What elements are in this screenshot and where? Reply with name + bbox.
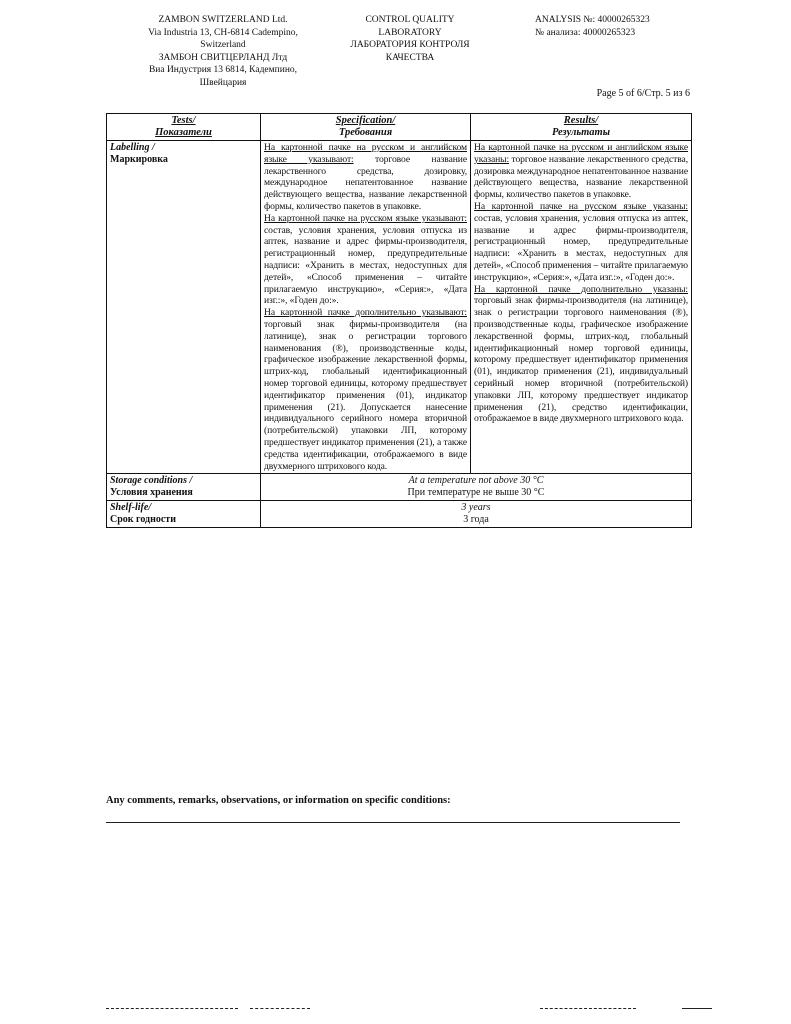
- result-paragraph-3: [474, 284, 688, 426]
- spec-paragraph-2-text: состав, условия хранения, условия отпуска из аптек, название и адрес фирмы-производителя, регистрационный номер, предупредительные надписи: «Хранить в местах, недоступных для детей», «Способ применения – читайте прилагаемую инструкцию», «Серия:», «Дата изг.:», «Годен до:».: [264, 224, 467, 307]
- lab-line-4: КАЧЕСТВА: [385, 52, 435, 63]
- company-name-en: ZAMBON SWITZERLAND Ltd.: [158, 15, 288, 25]
- analysis-number-ru: № анализа: 40000265323: [535, 27, 636, 38]
- analysis-number-en: ANALYSIS №: 40000265323: [535, 15, 650, 25]
- shelf-life-value-en: 3 years: [461, 502, 491, 514]
- spec-paragraph-3-lead: На картонной пачке дополнительно указывают:: [264, 307, 467, 319]
- result-paragraph-2: [474, 201, 688, 284]
- company-address-ru: Виа Индустрия 13 6814, Кадемпино,: [148, 65, 298, 75]
- header-specification: [261, 114, 471, 141]
- comments-label: Any comments, remarks, observations, or information on specific conditions:: [106, 795, 451, 806]
- spec-paragraph-2: [264, 213, 467, 307]
- company-address: [138, 14, 308, 89]
- table-row-storage: [107, 474, 692, 501]
- company-name-ru: ЗАМБОН СВИТЦЕРЛАНД Лтд: [158, 52, 288, 63]
- specification-table: [106, 113, 692, 528]
- test-storage-ru: Условия хранения: [110, 487, 193, 499]
- shelf-life-value-ru: 3 года: [463, 514, 489, 526]
- result-paragraph-1-text: торговое название лекарственного средства, дозировка международное непатентованное название действующего вещества, название лекарственной формы, количество пакетов в упаковке.: [474, 153, 688, 201]
- shelf-life-value: [261, 501, 692, 528]
- lab-line-1: CONTROL QUALITY: [365, 15, 455, 25]
- company-country-en: Switzerland: [200, 40, 246, 50]
- test-shelf-life-en: Shelf-life/: [110, 502, 152, 514]
- test-shelf-life-ru: Срок годности: [110, 514, 176, 526]
- spec-paragraph-3: [264, 307, 467, 472]
- spec-paragraph-1-lead: На картонной пачке на русском и английском языке указывают:: [264, 142, 467, 165]
- header-results: [471, 114, 692, 141]
- spec-labelling: [261, 141, 471, 474]
- lab-line-2: LABORATORY: [378, 27, 442, 38]
- spec-paragraph-3-text: торговый знак фирмы-производителя (на латинице), знак о регистрации торгового наименования (®), производственные коды, графическое изображение лекарственной формы, штрих-код, глобальный идентификационный номер торговой единицы, которому предшествует идентификатор применения (01), индикатор применения (21). Допускается нанесение индивидуального серийного номера вторичной (потребительской) упаковки ЛП, которому предшествует индикатор применения (21), а также средства идентификации, отображаемого в виде двухмерного штрихового кода.: [264, 318, 467, 472]
- header-spec-ru: Требования: [338, 127, 393, 138]
- company-country-ru: Швейцария: [199, 77, 247, 88]
- result-paragraph-2-text: состав, условия хранения, условия отпуска из аптек, название и адрес фирмы-производителя, регистрационный номер, предупредительные надписи: «Хранить в местах, недоступных для детей», «Способ применения – читайте прилагаемую инструкцию», «Серия:», «Дата изг.:», «Годен до:».: [474, 212, 688, 283]
- header-tests-ru: Показатели: [155, 127, 212, 138]
- test-storage: [107, 474, 261, 501]
- test-storage-en: Storage conditions /: [110, 475, 193, 487]
- table-row-shelf-life: [107, 501, 692, 528]
- result-paragraph-1: [474, 142, 688, 201]
- spec-paragraph-1: [264, 142, 467, 213]
- footer-rule-middle: [250, 1008, 310, 1009]
- company-address-en: Via Industria 13, CH-6814 Cadempino,: [148, 27, 298, 38]
- test-shelf-life: [107, 501, 261, 528]
- header-tests: [107, 114, 261, 141]
- footer-rule-right: [540, 1008, 636, 1009]
- storage-value: [261, 474, 692, 501]
- lab-title: [340, 14, 480, 64]
- result-paragraph-3-lead: На картонной пачке дополнительно указаны:: [474, 283, 688, 295]
- footer-rule-end: [682, 1008, 712, 1009]
- lab-line-3: ЛАБОРАТОРИЯ КОНТРОЛЯ: [350, 40, 470, 50]
- header-results-ru: Результаты: [551, 127, 611, 138]
- footer-rule-left: [106, 1008, 238, 1009]
- result-paragraph-3-text: торговый знак фирмы-производителя (на латинице), знак о регистрации торгового наименования (®), производственные коды, графическое изображение лекарственной формы, штрих-код, глобальный идентификационный номер торговой единицы, которому предшествует идентификатор применения (01), индикатор применения (21), индивидуальный серийный номер вторичной (потребительской) упаковки ЛП, которому предшествует индикатор применения (21), средство идентификации, отображаемое в виде двухмерного штрихового кода.: [474, 295, 688, 425]
- header-results-en: Results/: [563, 115, 599, 126]
- result-labelling: [471, 141, 692, 474]
- spec-paragraph-2-lead: На картонной пачке на русском языке указывают:: [264, 212, 467, 224]
- test-labelling-en: Labelling /: [110, 142, 155, 153]
- header-tests-en: Tests/: [171, 115, 196, 126]
- analysis-number: [535, 14, 705, 39]
- comments-line: [106, 822, 680, 823]
- spec-paragraph-1-text: торговое название лекарственного средства, дозировку, международное непатентованное название действующего вещества, название лекарственной формы, количество пакетов в упаковке.: [264, 153, 467, 212]
- result-paragraph-2-lead: На картонной пачке на русском языке указаны:: [474, 200, 688, 212]
- test-labelling: [107, 141, 261, 474]
- table-row-labelling: [107, 141, 692, 474]
- page-number: Page 5 of 6/Стр. 5 из 6: [596, 88, 690, 99]
- storage-value-en: At a temperature not above 30 °C: [408, 475, 544, 487]
- storage-value-ru: При температуре не выше 30 °C: [407, 487, 545, 499]
- result-paragraph-1-lead: На картонной пачке на русском и английском языке указаны:: [474, 142, 688, 165]
- header-spec-en: Specification/: [335, 115, 396, 126]
- test-labelling-ru: Маркировка: [110, 154, 168, 165]
- table-header-row: [107, 114, 692, 141]
